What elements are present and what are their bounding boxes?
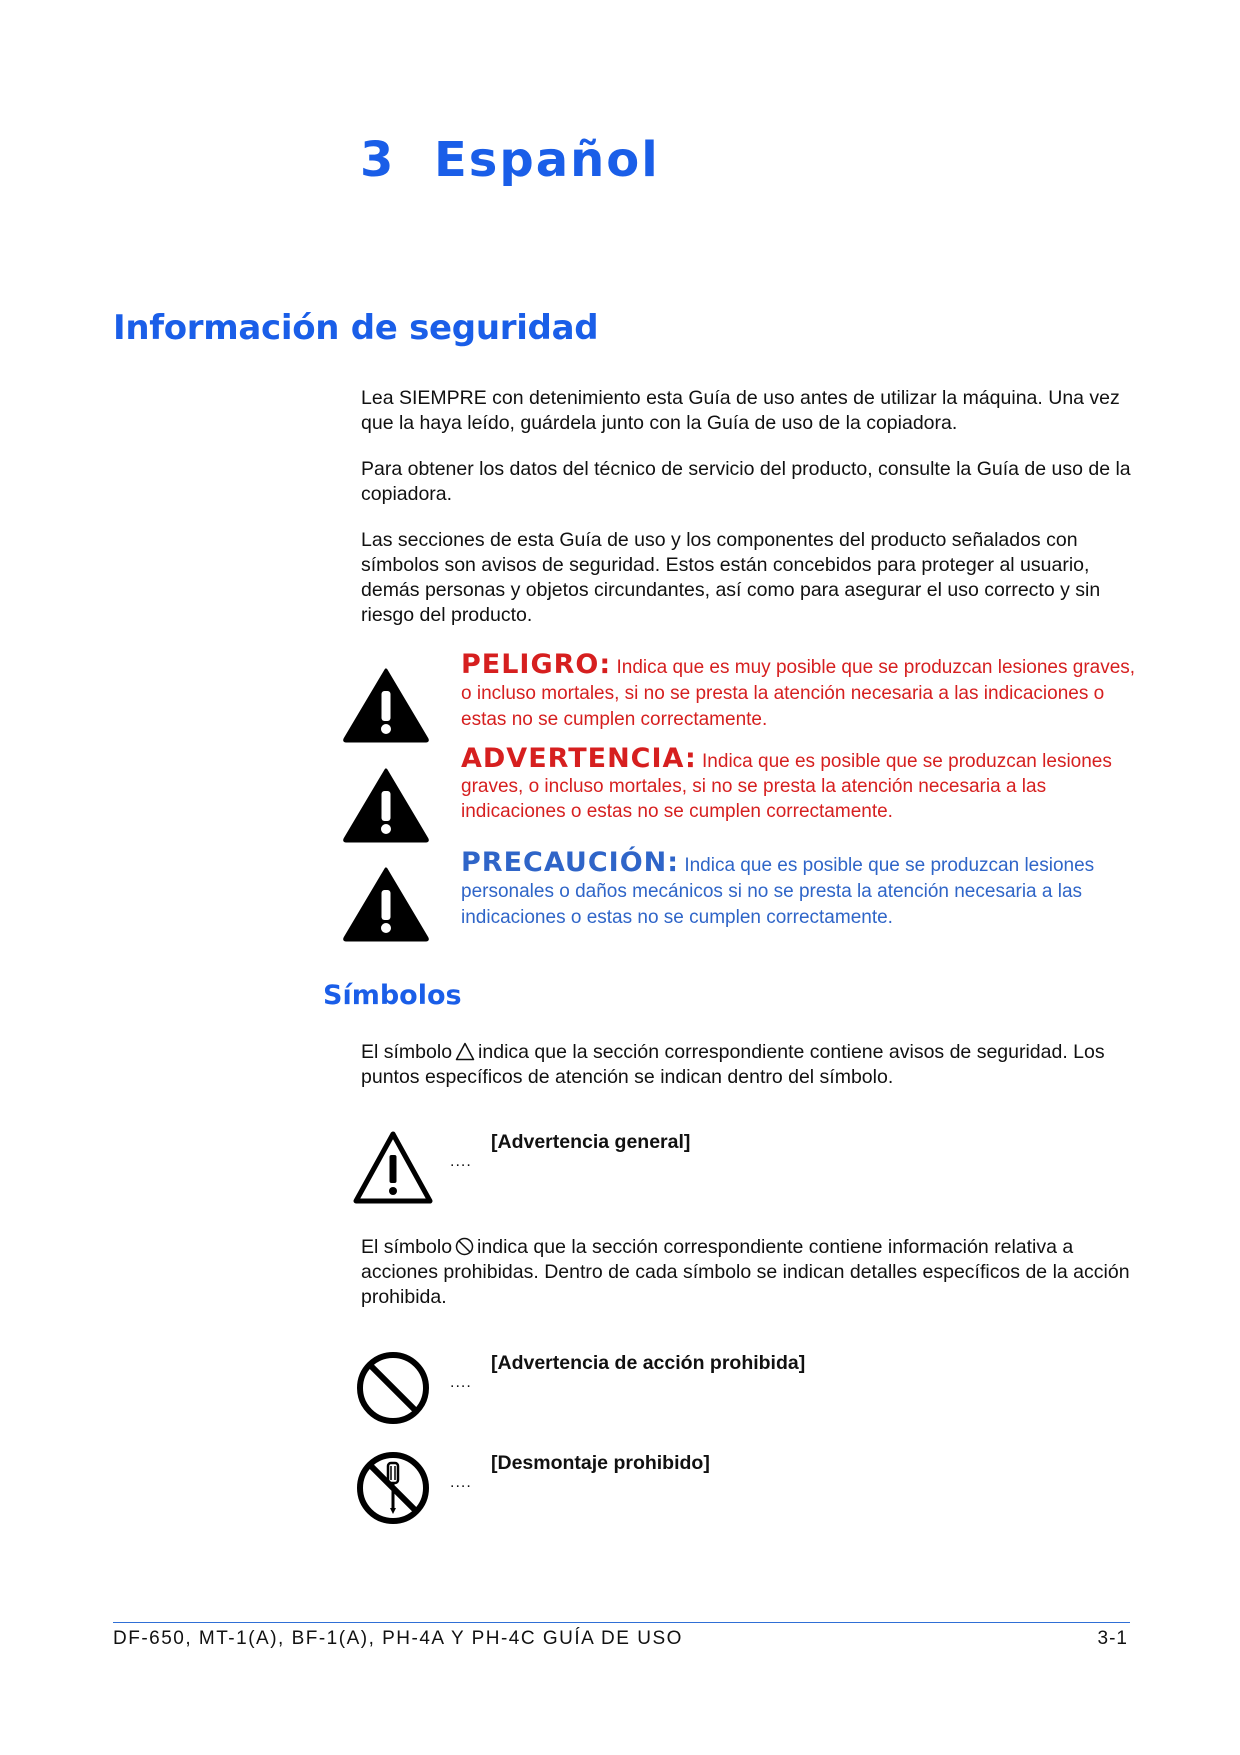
caution-notice [461, 847, 1141, 931]
symbols-title: Símbolos [323, 980, 462, 1011]
danger-text: Indica que es muy posible que se produzcan lesiones graves, o incluso mortales, si no se presta la atención necesaria a las indicaciones o estas no se cumplen correctamente. [461, 657, 1136, 730]
symbol-dots: .... [450, 1474, 472, 1491]
symbol-dots: .... [450, 1153, 472, 1170]
general-warning-label: [Advertencia general] [491, 1131, 691, 1153]
intro-paragraph-1: Lea SIEMPRE con detenimiento esta Guía de uso antes de utilizar la máquina. Una vez que la haya leído, guárdela junto con la Guía de uso de la copiadora. [361, 387, 1120, 434]
chapter-number: 3 [360, 132, 396, 188]
footer-divider [113, 1622, 1130, 1623]
caution-keyword: PRECAUCIÓN: [461, 847, 680, 878]
caution-triangle-icon [343, 866, 429, 942]
prohibited-action-label: [Advertencia de acción prohibida] [491, 1352, 806, 1374]
caution-text: Indica que es posible que se produzcan lesiones personales o daños mecánicos si no se presta la atención necesaria a las indicaciones o estas no se cumplen correctamente. [461, 855, 1095, 928]
warning-triangle-icon [343, 767, 429, 843]
symbols-paragraph-warning [361, 1040, 1137, 1090]
general-warning-icon [353, 1130, 433, 1206]
chapter-name: Español [434, 132, 660, 188]
danger-warning-triangle-icon [343, 667, 429, 743]
symbol-dots: .... [450, 1374, 472, 1391]
warning-notice [461, 743, 1141, 824]
danger-notice [461, 649, 1141, 733]
inline-prohibited-icon [455, 1237, 474, 1256]
p5-before: El símbolo [361, 1236, 453, 1258]
intro-paragraph-2: Para obtener los datos del técnico de servicio del producto, consulte la Guía de uso de la copiadora. [361, 458, 1131, 505]
no-disassembly-label: [Desmontaje prohibido] [491, 1452, 710, 1474]
prohibited-icon [353, 1350, 433, 1426]
chapter-title [360, 132, 660, 188]
warning-text: Indica que es posible que se produzcan lesiones graves, o incluso mortales, si no se presta la atención necesaria a las indicaciones o estas no se cumplen correctamente. [461, 751, 1112, 822]
no-disassembly-icon [353, 1450, 433, 1526]
p4-after: indica que la sección correspondiente contiene avisos de seguridad. Los puntos específicos de atención se indican dentro del símbolo. [361, 1041, 1105, 1088]
danger-keyword: PELIGRO: [461, 649, 612, 680]
section-title: Información de seguridad [113, 308, 599, 348]
p5-after: indica que la sección correspondiente contiene información relativa a acciones prohibidas. Dentro de cada símbolo se indican detalles específicos de la acción prohibida. [361, 1236, 1130, 1308]
p4-before: El símbolo [361, 1041, 453, 1063]
footer-page-number: 3-1 [1097, 1628, 1128, 1649]
warning-keyword: ADVERTENCIA: [461, 743, 697, 774]
inline-triangle-icon [455, 1042, 475, 1061]
footer-document-title: DF-650, MT-1(A), BF-1(A), PH-4A Y PH-4C GUÍA DE USO [113, 1628, 683, 1649]
symbols-paragraph-prohibited [361, 1235, 1137, 1310]
intro-paragraph-3: Las secciones de esta Guía de uso y los componentes del producto señalados con símbolos son avisos de seguridad. Estos están concebidos para proteger al usuario, demás personas y objetos circundantes, así como para asegurar el uso correcto y sin riesgo del producto. [361, 529, 1101, 626]
